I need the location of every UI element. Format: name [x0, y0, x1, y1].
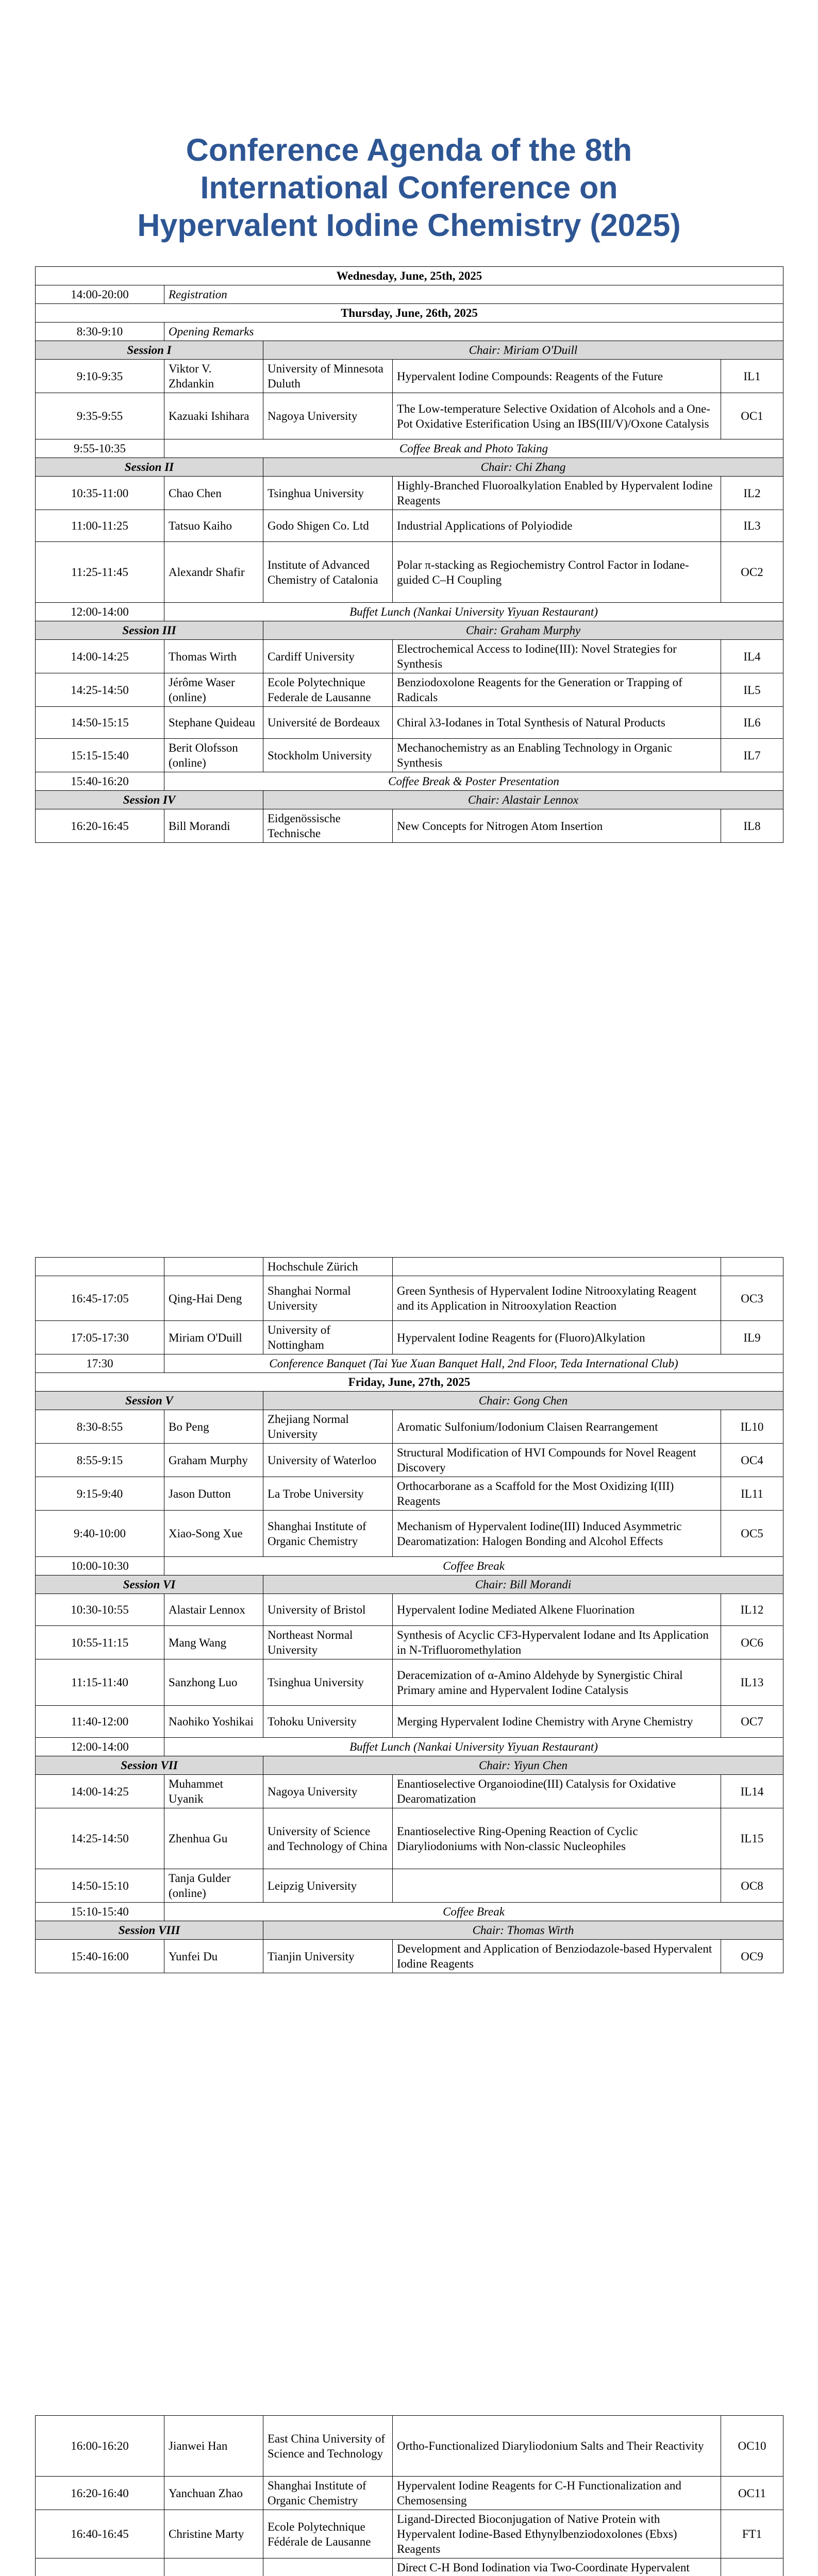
session-row [36, 621, 783, 640]
talk-code-cell: IL1 [721, 360, 783, 393]
institution-cell: La Trobe University [263, 1477, 393, 1511]
institution-cell: Nagoya University [263, 393, 393, 439]
session-row [36, 1921, 783, 1940]
speaker-cell: Xiao-Song Xue [164, 1511, 263, 1557]
time-cell: 15:40-16:20 [36, 772, 164, 791]
speaker-cell: Tatsuo Kaiho [164, 510, 263, 542]
talk-code-cell: OC11 [721, 2477, 783, 2510]
talk-title-cell: The Low-temperature Selective Oxidation of Alcohols and a One-Pot Oxidative Esterification Using an IBS(III/V)/Oxone Catalysis [393, 393, 721, 439]
talk-row [36, 1444, 783, 1477]
talk-row [36, 542, 783, 603]
talk-title-cell: Enantioselective Organoiodine(III) Catalysis for Oxidative Dearomatization [393, 1775, 721, 1808]
talk-code-cell: OC6 [721, 1626, 783, 1659]
event-label: Coffee Break and Photo Taking [164, 439, 783, 458]
time-cell: 14:00-14:25 [36, 640, 164, 673]
speaker-cell: Bo Peng [164, 1410, 263, 1444]
time-cell: 9:55-10:35 [36, 439, 164, 458]
speaker-cell: Jianwei Han [164, 2416, 263, 2477]
talk-row [36, 1410, 783, 1444]
time-cell: 16:45-17:05 [36, 1276, 164, 1321]
institution-cell: University of Minnesota Duluth [263, 360, 393, 393]
session-name: Session III [36, 621, 263, 640]
schedule-event-row [36, 323, 783, 341]
session-row [36, 458, 783, 477]
speaker-cell: Graham Murphy [164, 1444, 263, 1477]
institution-cell: Godo Shigen Co. Ltd [263, 510, 393, 542]
session-name: Session I [36, 341, 263, 360]
schedule-event-row [36, 439, 783, 458]
institution-cell: Ecole Polytechnique Fédérale de Lausanne [263, 2510, 393, 2558]
institution-cell: Tsinghua University [263, 477, 393, 510]
talk-row [36, 739, 783, 772]
session-name: Session VIII [36, 1921, 263, 1940]
time-cell: 14:50-15:10 [36, 1869, 164, 1903]
institution-cell: Shanghai Normal University [263, 1276, 393, 1321]
talk-title-cell: Development and Application of Benziodazole-based Hypervalent Iodine Reagents [393, 1940, 721, 1973]
time-cell: 12:00-14:00 [36, 1738, 164, 1756]
talk-code-cell: IL9 [721, 1321, 783, 1354]
talk-row [36, 1477, 783, 1511]
talk-row [36, 360, 783, 393]
talk-title-cell: Structural Modification of HVI Compounds for Novel Reagent Discovery [393, 1444, 721, 1477]
talk-row [36, 1706, 783, 1738]
talk-title-cell: Highly-Branched Fluoroalkylation Enabled by Hypervalent Iodine Reagents [393, 477, 721, 510]
talk-row [36, 2558, 783, 2576]
session-chair: Chair: Graham Murphy [263, 621, 783, 640]
institution-cell: Leipzig University [263, 1869, 393, 1903]
talk-code-cell: IL7 [721, 739, 783, 772]
talk-title-cell: New Concepts for Nitrogen Atom Insertion [393, 809, 721, 843]
talk-row [36, 2510, 783, 2558]
schedule-event-row [36, 1738, 783, 1756]
speaker-cell: Mang Wang [164, 1626, 263, 1659]
talk-title-cell: Deracemization of α-Amino Aldehyde by Synergistic Chiral Primary amine and Hypervalent Iodine Catalysis [393, 1659, 721, 1706]
talk-row [36, 1808, 783, 1869]
talk-code-cell: FT1 [721, 2510, 783, 2558]
time-cell: 8:30-8:55 [36, 1410, 164, 1444]
event-label: Conference Banquet (Tai Yue Xuan Banquet Hall, 2nd Floor, Teda International Club) [164, 1354, 783, 1373]
session-chair: Chair: Yiyun Chen [263, 1756, 783, 1775]
institution-cell: University of Waterloo [263, 1444, 393, 1477]
time-cell: 9:10-9:35 [36, 360, 164, 393]
talk-row [36, 1626, 783, 1659]
speaker-cell: Viktor V. Zhdankin [164, 360, 263, 393]
time-cell: 10:30-10:55 [36, 1594, 164, 1626]
talk-row [36, 1775, 783, 1808]
talk-code-cell: IL3 [721, 510, 783, 542]
speaker-cell: Miriam O'Duill [164, 1321, 263, 1354]
talk-title-cell [393, 1869, 721, 1903]
institution-cell: University of Science and Technology of China [263, 1808, 393, 1869]
talk-title-cell: Mechanism of Hypervalent Iodine(III) Induced Asymmetric Dearomatization: Halogen Bonding and Alcohol Effects [393, 1511, 721, 1557]
talk-title-cell: Electrochemical Access to Iodine(III): Novel Strategies for Synthesis [393, 640, 721, 673]
speaker-cell: Kazuaki Ishihara [164, 393, 263, 439]
time-cell: 10:00-10:30 [36, 1557, 164, 1575]
day-header-row [36, 304, 783, 323]
schedule-event-row [36, 1354, 783, 1373]
talk-code-cell: OC7 [721, 1706, 783, 1738]
talk-title-cell: Hypervalent Iodine Reagents for (Fluoro)Alkylation [393, 1321, 721, 1354]
time-cell: 17:30 [36, 1354, 164, 1373]
event-label: Coffee Break & Poster Presentation [164, 772, 783, 791]
institution-cell: Tsinghua University [263, 1659, 393, 1706]
speaker-cell: Naohiko Yoshikai [164, 1706, 263, 1738]
institution-cell: Shanghai Institute of Organic Chemistry [263, 2477, 393, 2510]
institution-cell [263, 2558, 393, 2576]
talk-code-cell [721, 1258, 783, 1276]
speaker-cell: Alexandr Shafir [164, 542, 263, 603]
talk-code-cell: IL4 [721, 640, 783, 673]
speaker-cell: Chao Chen [164, 477, 263, 510]
time-cell: 14:25-14:50 [36, 673, 164, 707]
session-chair: Chair: Miriam O'Duill [263, 341, 783, 360]
talk-row [36, 707, 783, 739]
talk-row [36, 1258, 783, 1276]
time-cell [36, 1258, 164, 1276]
time-cell: 14:25-14:50 [36, 1808, 164, 1869]
talk-title-cell: Synthesis of Acyclic CF3-Hypervalent Iodane and Its Application in N-Trifluoromethylation [393, 1626, 721, 1659]
time-cell [36, 2558, 164, 2576]
time-cell: 10:55-11:15 [36, 1626, 164, 1659]
talk-code-cell: IL12 [721, 1594, 783, 1626]
institution-cell: Tohoku University [263, 1706, 393, 1738]
talk-title-cell: Chiral λ3-Iodanes in Total Synthesis of Natural Products [393, 707, 721, 739]
speaker-cell: Jason Dutton [164, 1477, 263, 1511]
session-chair: Chair: Alastair Lennox [263, 791, 783, 809]
talk-code-cell: OC4 [721, 1444, 783, 1477]
speaker-cell: Tanja Gulder (online) [164, 1869, 263, 1903]
time-cell: 11:00-11:25 [36, 510, 164, 542]
talk-code-cell: OC8 [721, 1869, 783, 1903]
talk-code-cell: IL8 [721, 809, 783, 843]
session-row [36, 1756, 783, 1775]
institution-cell: Ecole Polytechnique Federale de Lausanne [263, 673, 393, 707]
time-cell: 16:40-16:45 [36, 2510, 164, 2558]
event-label: Registration [164, 285, 783, 304]
talk-title-cell: Aromatic Sulfonium/Iodonium Claisen Rearrangement [393, 1410, 721, 1444]
time-cell: 8:55-9:15 [36, 1444, 164, 1477]
time-cell: 14:00-14:25 [36, 1775, 164, 1808]
time-cell: 9:35-9:55 [36, 393, 164, 439]
talk-code-cell: IL10 [721, 1410, 783, 1444]
talk-title-cell: Industrial Applications of Polyiodide [393, 510, 721, 542]
institution-cell: Northeast Normal University [263, 1626, 393, 1659]
day-header: Friday, June, 27th, 2025 [36, 1373, 783, 1392]
speaker-cell: Zhenhua Gu [164, 1808, 263, 1869]
talk-row [36, 393, 783, 439]
talk-title-cell: Benziodoxolone Reagents for the Generation or Trapping of Radicals [393, 673, 721, 707]
speaker-cell: Qing-Hai Deng [164, 1276, 263, 1321]
talk-code-cell: IL6 [721, 707, 783, 739]
schedule-event-row [36, 285, 783, 304]
session-chair: Chair: Chi Zhang [263, 458, 783, 477]
talk-code-cell: IL5 [721, 673, 783, 707]
page-title [0, 131, 818, 244]
talk-row [36, 1276, 783, 1321]
talk-title-cell: Orthocarborane as a Scaffold for the Most Oxidizing I(III) Reagents [393, 1477, 721, 1511]
schedule-event-row [36, 1903, 783, 1921]
talk-row [36, 2477, 783, 2510]
title-line-3: Hypervalent Iodine Chemistry (2025) [137, 208, 681, 243]
session-name: Session VI [36, 1575, 263, 1594]
title-line-2: International Conference on [200, 170, 618, 205]
speaker-cell: Yunfei Du [164, 1940, 263, 1973]
talk-code-cell: OC5 [721, 1511, 783, 1557]
session-row [36, 341, 783, 360]
speaker-cell: Muhammet Uyanik [164, 1775, 263, 1808]
talk-code-cell: OC1 [721, 393, 783, 439]
talk-code-cell: IL15 [721, 1808, 783, 1869]
talk-code-cell [721, 2558, 783, 2576]
agenda-table-page-1 [35, 266, 783, 843]
time-cell: 11:40-12:00 [36, 1706, 164, 1738]
time-cell: 16:20-16:40 [36, 2477, 164, 2510]
talk-row [36, 1594, 783, 1626]
session-name: Session VII [36, 1756, 263, 1775]
time-cell: 15:15-15:40 [36, 739, 164, 772]
talk-row [36, 477, 783, 510]
talk-row [36, 1321, 783, 1354]
institution-cell: Zhejiang Normal University [263, 1410, 393, 1444]
event-label: Buffet Lunch (Nankai University Yiyuan Restaurant) [164, 1738, 783, 1756]
session-row [36, 791, 783, 809]
talk-code-cell: OC9 [721, 1940, 783, 1973]
talk-code-cell: IL14 [721, 1775, 783, 1808]
event-label: Coffee Break [164, 1903, 783, 1921]
speaker-cell [164, 2558, 263, 2576]
institution-cell: Cardiff University [263, 640, 393, 673]
talk-title-cell: Direct C-H Bond Iodination via Two-Coordinate Hypervalent [393, 2558, 721, 2576]
speaker-cell: Alastair Lennox [164, 1594, 263, 1626]
time-cell: 10:35-11:00 [36, 477, 164, 510]
speaker-cell [164, 1258, 263, 1276]
talk-title-cell: Hypervalent Iodine Mediated Alkene Fluorination [393, 1594, 721, 1626]
time-cell: 16:20-16:45 [36, 809, 164, 843]
time-cell: 14:00-20:00 [36, 285, 164, 304]
talk-title-cell [393, 1258, 721, 1276]
title-line-1: Conference Agenda of the 8th [186, 132, 632, 167]
time-cell: 15:10-15:40 [36, 1903, 164, 1921]
talk-row [36, 1511, 783, 1557]
talk-code-cell: OC3 [721, 1276, 783, 1321]
speaker-cell: Berit Olofsson (online) [164, 739, 263, 772]
institution-cell: East China University of Science and Technology [263, 2416, 393, 2477]
day-header: Thursday, June, 26th, 2025 [36, 304, 783, 323]
speaker-cell: Thomas Wirth [164, 640, 263, 673]
event-label: Buffet Lunch (Nankai University Yiyuan Restaurant) [164, 603, 783, 621]
time-cell: 16:00-16:20 [36, 2416, 164, 2477]
time-cell: 12:00-14:00 [36, 603, 164, 621]
talk-title-cell: Hypervalent Iodine Reagents for C-H Functionalization and Chemosensing [393, 2477, 721, 2510]
schedule-event-row [36, 603, 783, 621]
session-row [36, 1575, 783, 1594]
day-header-row [36, 1373, 783, 1392]
event-label: Opening Remarks [164, 323, 783, 341]
time-cell: 8:30-9:10 [36, 323, 164, 341]
institution-cell: Université de Bordeaux [263, 707, 393, 739]
talk-title-cell: Ortho-Functionalized Diaryliodonium Salts and Their Reactivity [393, 2416, 721, 2477]
schedule-event-row [36, 1557, 783, 1575]
time-cell: 9:15-9:40 [36, 1477, 164, 1511]
time-cell: 11:15-11:40 [36, 1659, 164, 1706]
institution-cell: Stockholm University [263, 739, 393, 772]
institution-cell: University of Bristol [263, 1594, 393, 1626]
institution-cell: Institute of Advanced Chemistry of Catalonia [263, 542, 393, 603]
talk-row [36, 1659, 783, 1706]
speaker-cell: Bill Morandi [164, 809, 263, 843]
talk-row [36, 510, 783, 542]
speaker-cell: Christine Marty [164, 2510, 263, 2558]
institution-cell: University of Nottingham [263, 1321, 393, 1354]
speaker-cell: Jérôme Waser (online) [164, 673, 263, 707]
talk-title-cell: Mechanochemistry as an Enabling Technology in Organic Synthesis [393, 739, 721, 772]
session-name: Session V [36, 1392, 263, 1410]
event-label: Coffee Break [164, 1557, 783, 1575]
talk-title-cell: Ligand-Directed Bioconjugation of Native Protein with Hypervalent Iodine-Based Ethynylbenziodoxolones (Ebxs) Reagents [393, 2510, 721, 2558]
session-row [36, 1392, 783, 1410]
talk-row [36, 1940, 783, 1973]
time-cell: 14:50-15:15 [36, 707, 164, 739]
session-chair: Chair: Thomas Wirth [263, 1921, 783, 1940]
session-name: Session II [36, 458, 263, 477]
talk-title-cell: Enantioselective Ring-Opening Reaction of Cyclic Diaryliodoniums with Non-classic Nucleophiles [393, 1808, 721, 1869]
talk-row [36, 673, 783, 707]
day-header-row [36, 267, 783, 285]
time-cell: 17:05-17:30 [36, 1321, 164, 1354]
talk-code-cell: OC2 [721, 542, 783, 603]
time-cell: 11:25-11:45 [36, 542, 164, 603]
institution-cell: Shanghai Institute of Organic Chemistry [263, 1511, 393, 1557]
talk-row [36, 1869, 783, 1903]
institution-cell: Eidgenössische Technische [263, 809, 393, 843]
talk-code-cell: IL13 [721, 1659, 783, 1706]
schedule-event-row [36, 772, 783, 791]
talk-code-cell: OC10 [721, 2416, 783, 2477]
institution-cell: Tianjin University [263, 1940, 393, 1973]
talk-row [36, 809, 783, 843]
session-chair: Chair: Gong Chen [263, 1392, 783, 1410]
talk-code-cell: IL11 [721, 1477, 783, 1511]
agenda-table-page-2 [35, 1257, 783, 1973]
talk-title-cell: Hypervalent Iodine Compounds: Reagents of the Future [393, 360, 721, 393]
agenda-table-page-3 [35, 2415, 783, 2576]
session-name: Session IV [36, 791, 263, 809]
speaker-cell: Stephane Quideau [164, 707, 263, 739]
talk-row [36, 640, 783, 673]
talk-title-cell: Merging Hypervalent Iodine Chemistry with Aryne Chemistry [393, 1706, 721, 1738]
speaker-cell: Yanchuan Zhao [164, 2477, 263, 2510]
institution-cell: Nagoya University [263, 1775, 393, 1808]
talk-title-cell: Green Synthesis of Hypervalent Iodine Nitrooxylating Reagent and its Application in Nitrooxylation Reaction [393, 1276, 721, 1321]
session-chair: Chair: Bill Morandi [263, 1575, 783, 1594]
talk-title-cell: Polar π-stacking as Regiochemistry Control Factor in Iodane-guided C–H Coupling [393, 542, 721, 603]
time-cell: 9:40-10:00 [36, 1511, 164, 1557]
day-header: Wednesday, June, 25th, 2025 [36, 267, 783, 285]
institution-cell: Hochschule Zürich [263, 1258, 393, 1276]
speaker-cell: Sanzhong Luo [164, 1659, 263, 1706]
talk-code-cell: IL2 [721, 477, 783, 510]
talk-row [36, 2416, 783, 2477]
time-cell: 15:40-16:00 [36, 1940, 164, 1973]
